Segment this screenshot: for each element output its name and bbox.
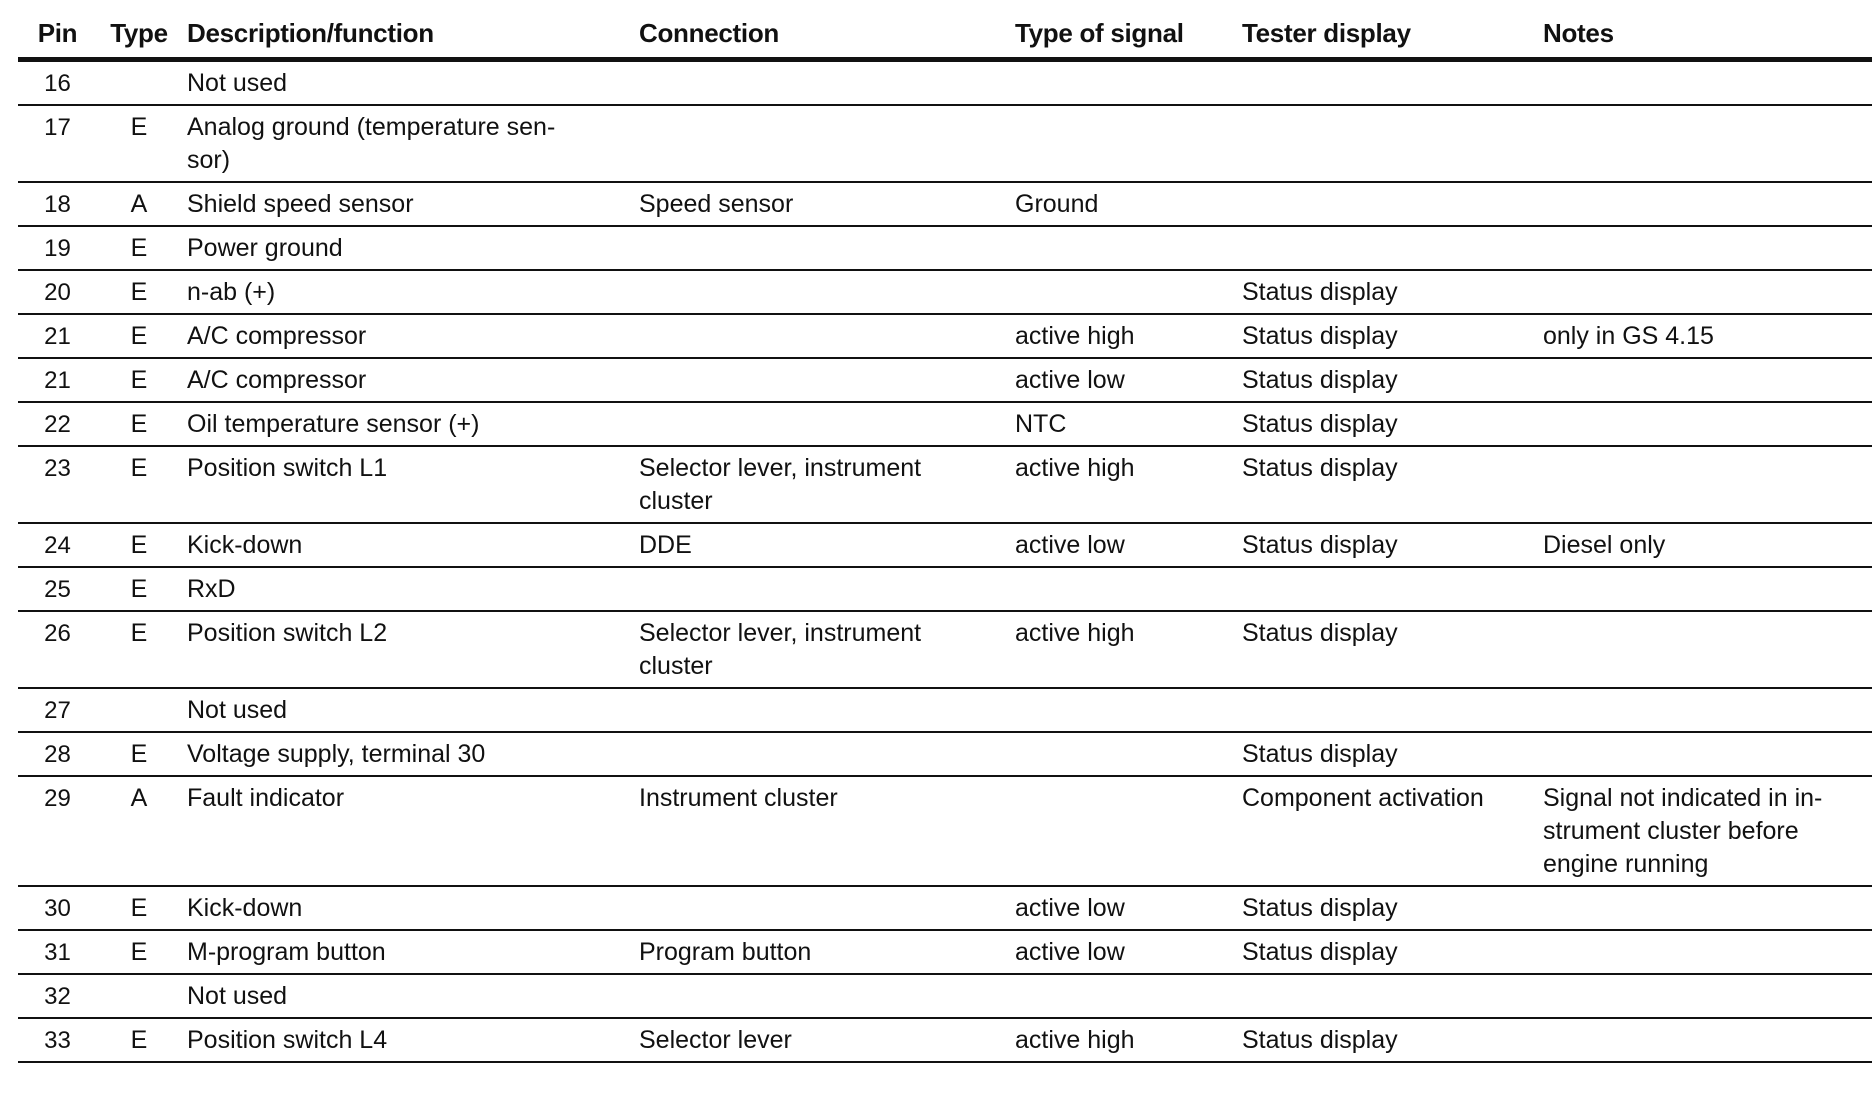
cell-description [181, 611, 633, 688]
cell-pin-text: 16 [44, 70, 71, 97]
cell-notes [1537, 358, 1872, 402]
cell-signal-text: active low [1015, 894, 1125, 922]
cell-description-text: Not used [187, 696, 288, 724]
cell-notes [1537, 567, 1872, 611]
cell-connection [633, 1018, 1009, 1062]
cell-description [181, 314, 633, 358]
cell-notes [1537, 930, 1872, 974]
table-row [18, 611, 1872, 688]
cell-tester [1236, 523, 1537, 567]
cell-connection [633, 886, 1009, 930]
pin-table [18, 14, 1872, 1063]
cell-notes [1537, 732, 1872, 776]
cell-connection [633, 776, 1009, 886]
cell-tester-text: Status display [1242, 740, 1398, 768]
cell-pin-text: 19 [44, 235, 71, 262]
cell-type [97, 886, 181, 930]
cell-signal-text: active low [1015, 531, 1125, 559]
cell-notes-text: Diesel only [1543, 531, 1666, 559]
cell-connection-text: Program button [639, 938, 812, 966]
cell-notes [1537, 776, 1872, 886]
cell-type [97, 930, 181, 974]
cell-type [97, 226, 181, 270]
cell-description [181, 182, 633, 226]
cell-description-text: A/C compressor [187, 366, 367, 394]
cell-description-text: n-ab (+) [187, 278, 276, 306]
cell-description-text: Position switch L1 [187, 454, 388, 482]
cell-connection [633, 270, 1009, 314]
cell-pin-text: 28 [44, 741, 71, 768]
cell-pin-text: 21 [44, 323, 71, 350]
table-row [18, 105, 1872, 182]
table-row [18, 60, 1872, 106]
cell-connection [633, 567, 1009, 611]
cell-tester [1236, 446, 1537, 523]
cell-notes [1537, 523, 1872, 567]
cell-signal-text: active low [1015, 366, 1125, 394]
cell-signal [1009, 688, 1236, 732]
cell-description [181, 886, 633, 930]
table-row [18, 446, 1872, 523]
header-type: Type [97, 14, 181, 60]
cell-tester [1236, 270, 1537, 314]
cell-pin [18, 611, 97, 688]
cell-description-text: A/C compressor [187, 322, 367, 350]
cell-connection-text: Selector lever, instrument cluster [639, 619, 922, 680]
cell-signal [1009, 270, 1236, 314]
cell-type-text: E [130, 1026, 148, 1054]
cell-description [181, 523, 633, 567]
cell-signal-text: active low [1015, 938, 1125, 966]
cell-notes [1537, 182, 1872, 226]
cell-tester-text: Status display [1242, 322, 1398, 350]
header-row [18, 14, 1872, 60]
cell-pin [18, 446, 97, 523]
cell-tester [1236, 732, 1537, 776]
cell-tester-text: Status display [1242, 454, 1398, 482]
table-row [18, 270, 1872, 314]
cell-type [97, 776, 181, 886]
header-notes: Notes [1537, 14, 1872, 60]
header-connection: Connection [633, 14, 1009, 60]
cell-pin-text: 32 [44, 983, 71, 1010]
cell-description-text: Power ground [187, 234, 343, 262]
cell-tester [1236, 886, 1537, 930]
cell-signal [1009, 402, 1236, 446]
cell-pin-text: 21 [44, 367, 71, 394]
header-pin: Pin [18, 14, 97, 60]
cell-type-text: E [130, 410, 148, 438]
cell-pin [18, 105, 97, 182]
cell-description [181, 1018, 633, 1062]
cell-pin [18, 60, 97, 106]
cell-pin [18, 226, 97, 270]
table-row [18, 930, 1872, 974]
cell-signal-text: active high [1015, 322, 1135, 350]
cell-type-text: E [130, 740, 148, 768]
cell-connection [633, 314, 1009, 358]
cell-tester [1236, 930, 1537, 974]
cell-tester [1236, 688, 1537, 732]
cell-type-text: E [130, 938, 148, 966]
cell-pin [18, 182, 97, 226]
cell-type [97, 732, 181, 776]
cell-type [97, 105, 181, 182]
cell-pin [18, 523, 97, 567]
cell-pin [18, 314, 97, 358]
cell-pin [18, 358, 97, 402]
cell-type-text: E [130, 322, 148, 350]
cell-pin-text: 29 [44, 785, 71, 812]
table-row [18, 402, 1872, 446]
cell-type-text: E [130, 575, 148, 603]
cell-pin-text: 25 [44, 576, 71, 603]
cell-connection-text: DDE [639, 531, 692, 559]
cell-signal [1009, 732, 1236, 776]
cell-tester-text: Status display [1242, 938, 1398, 966]
cell-notes [1537, 402, 1872, 446]
cell-type [97, 446, 181, 523]
cell-description [181, 930, 633, 974]
cell-tester-text: Component activation [1242, 784, 1484, 812]
cell-connection [633, 732, 1009, 776]
cell-description [181, 226, 633, 270]
cell-type-text: E [130, 454, 148, 482]
cell-description [181, 732, 633, 776]
cell-type-text: A [130, 784, 148, 812]
cell-type [97, 974, 181, 1018]
cell-pin [18, 732, 97, 776]
cell-pin [18, 886, 97, 930]
cell-tester [1236, 776, 1537, 886]
cell-signal [1009, 886, 1236, 930]
cell-connection [633, 974, 1009, 1018]
cell-signal [1009, 567, 1236, 611]
cell-signal [1009, 776, 1236, 886]
cell-connection-text: Selector lever, instrument cluster [639, 454, 922, 515]
cell-description [181, 105, 633, 182]
cell-notes [1537, 886, 1872, 930]
cell-notes [1537, 688, 1872, 732]
cell-description [181, 974, 633, 1018]
cell-type-text: E [130, 366, 148, 394]
cell-signal-text: active high [1015, 454, 1135, 482]
cell-signal [1009, 974, 1236, 1018]
cell-type-text: E [130, 619, 148, 647]
table-row [18, 182, 1872, 226]
cell-notes-text: only in GS 4.15 [1543, 322, 1714, 350]
table-row [18, 974, 1872, 1018]
table-row [18, 776, 1872, 886]
cell-type [97, 182, 181, 226]
cell-tester [1236, 611, 1537, 688]
cell-connection-text: Speed sensor [639, 190, 794, 218]
table-row [18, 688, 1872, 732]
cell-type-text: E [130, 531, 148, 559]
cell-notes [1537, 974, 1872, 1018]
cell-description-text: Voltage supply, terminal 30 [187, 740, 486, 768]
cell-signal-text: active high [1015, 619, 1135, 647]
cell-description [181, 776, 633, 886]
cell-tester-text: Status display [1242, 531, 1398, 559]
cell-description-text: Kick-down [187, 894, 303, 922]
cell-tester [1236, 974, 1537, 1018]
cell-connection [633, 446, 1009, 523]
cell-type-text: E [130, 278, 148, 306]
cell-pin-text: 31 [44, 939, 71, 966]
cell-notes [1537, 226, 1872, 270]
cell-tester-text: Status display [1242, 894, 1398, 922]
table-body [18, 60, 1872, 1063]
cell-description [181, 60, 633, 106]
cell-pin-text: 24 [44, 532, 71, 559]
table-row [18, 314, 1872, 358]
cell-tester-text: Status display [1242, 1026, 1398, 1054]
header-description: Description/function [181, 14, 633, 60]
cell-type [97, 402, 181, 446]
cell-signal-text: Ground [1015, 190, 1099, 218]
cell-type-text: A [130, 190, 148, 218]
cell-signal-text: active high [1015, 1026, 1135, 1054]
cell-connection [633, 358, 1009, 402]
pin-assignment-page [18, 14, 1872, 1063]
cell-pin-text: 30 [44, 895, 71, 922]
cell-signal [1009, 60, 1236, 106]
cell-pin [18, 688, 97, 732]
cell-notes [1537, 270, 1872, 314]
header-signal: Type of signal [1009, 14, 1236, 60]
cell-pin-text: 17 [44, 114, 71, 141]
cell-description [181, 270, 633, 314]
cell-type [97, 1018, 181, 1062]
cell-signal [1009, 314, 1236, 358]
cell-description [181, 402, 633, 446]
table-row [18, 732, 1872, 776]
cell-tester [1236, 1018, 1537, 1062]
cell-pin-text: 23 [44, 455, 71, 482]
cell-tester [1236, 402, 1537, 446]
cell-description-text: Fault indicator [187, 784, 345, 812]
cell-description [181, 688, 633, 732]
cell-signal-text: NTC [1015, 410, 1067, 438]
cell-notes [1537, 105, 1872, 182]
cell-pin [18, 402, 97, 446]
header-tester: Tester display [1236, 14, 1537, 60]
table-row [18, 886, 1872, 930]
table-row [18, 567, 1872, 611]
cell-description-text: Not used [187, 982, 288, 1010]
cell-connection [633, 402, 1009, 446]
cell-tester-text: Status display [1242, 410, 1398, 438]
cell-pin [18, 930, 97, 974]
cell-signal [1009, 226, 1236, 270]
cell-pin-text: 20 [44, 279, 71, 306]
cell-description-text: Shield speed sensor [187, 190, 414, 218]
cell-connection-text: Selector lever [639, 1026, 792, 1054]
cell-type [97, 358, 181, 402]
cell-description-text: M-program button [187, 938, 386, 966]
cell-type [97, 523, 181, 567]
cell-pin-text: 33 [44, 1027, 71, 1054]
cell-description-text: Analog ground (temperature sen- sor) [187, 113, 556, 174]
cell-connection-text: Instrument cluster [639, 784, 838, 812]
cell-tester [1236, 182, 1537, 226]
cell-signal [1009, 523, 1236, 567]
cell-type [97, 567, 181, 611]
cell-description [181, 567, 633, 611]
cell-type [97, 688, 181, 732]
cell-tester [1236, 226, 1537, 270]
cell-signal [1009, 182, 1236, 226]
cell-signal [1009, 105, 1236, 182]
cell-description-text: RxD [187, 575, 236, 603]
cell-signal [1009, 611, 1236, 688]
cell-connection [633, 523, 1009, 567]
cell-description-text: Position switch L2 [187, 619, 388, 647]
cell-description-text: Not used [187, 69, 288, 97]
cell-connection [633, 930, 1009, 974]
cell-pin [18, 776, 97, 886]
cell-signal [1009, 1018, 1236, 1062]
cell-tester [1236, 567, 1537, 611]
cell-type-text: E [130, 894, 148, 922]
cell-connection [633, 688, 1009, 732]
cell-pin-text: 18 [44, 191, 71, 218]
cell-type [97, 60, 181, 106]
cell-pin [18, 974, 97, 1018]
cell-pin [18, 567, 97, 611]
cell-type [97, 270, 181, 314]
cell-tester [1236, 105, 1537, 182]
cell-tester [1236, 358, 1537, 402]
cell-description-text: Position switch L4 [187, 1026, 388, 1054]
cell-pin-text: 27 [44, 697, 71, 724]
cell-type [97, 611, 181, 688]
cell-connection [633, 105, 1009, 182]
cell-signal [1009, 358, 1236, 402]
cell-connection [633, 226, 1009, 270]
cell-type [97, 314, 181, 358]
table-row [18, 226, 1872, 270]
cell-pin [18, 270, 97, 314]
cell-signal [1009, 446, 1236, 523]
cell-description [181, 446, 633, 523]
table-row [18, 1018, 1872, 1062]
cell-pin [18, 1018, 97, 1062]
table-row [18, 523, 1872, 567]
cell-connection [633, 611, 1009, 688]
cell-description-text: Kick-down [187, 531, 303, 559]
cell-tester-text: Status display [1242, 278, 1398, 306]
cell-pin-text: 26 [44, 620, 71, 647]
cell-pin-text: 22 [44, 411, 71, 438]
cell-notes [1537, 60, 1872, 106]
cell-type-text: E [130, 113, 148, 141]
cell-notes [1537, 446, 1872, 523]
cell-notes [1537, 1018, 1872, 1062]
cell-type-text: E [130, 234, 148, 262]
cell-signal [1009, 930, 1236, 974]
cell-tester-text: Status display [1242, 619, 1398, 647]
cell-tester-text: Status display [1242, 366, 1398, 394]
cell-connection [633, 60, 1009, 106]
cell-notes-text: Signal not indicated in in- strument cluster before engine running [1543, 784, 1823, 878]
table-row [18, 358, 1872, 402]
cell-tester [1236, 60, 1537, 106]
cell-notes [1537, 611, 1872, 688]
cell-notes [1537, 314, 1872, 358]
cell-tester [1236, 314, 1537, 358]
cell-description [181, 358, 633, 402]
cell-connection [633, 182, 1009, 226]
cell-description-text: Oil temperature sensor (+) [187, 410, 480, 438]
